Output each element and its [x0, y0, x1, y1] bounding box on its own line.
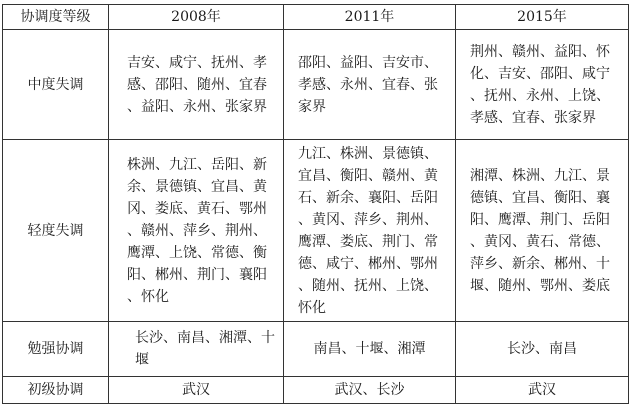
- cities-text: 邵阳、益阳、吉安市、孝感、永州、宜春、张家界: [298, 54, 438, 115]
- cities-text: 长沙、南昌、湘潭、十堰: [135, 330, 275, 368]
- cities-cell-2015: [456, 140, 629, 322]
- cities-cell-2008: [109, 377, 284, 404]
- level-cell: 中度失调: [3, 30, 109, 140]
- cities-cell-2011: [284, 377, 456, 404]
- cities-text: 武汉、长沙: [334, 382, 405, 398]
- header-2015: 2015年: [456, 5, 629, 30]
- cities-cell-2011: [284, 322, 456, 377]
- cities-text: 长沙、南昌: [507, 341, 577, 357]
- header-level: 协调度等级: [3, 5, 109, 30]
- cities-text: 荆州、赣州、益阳、怀化、吉安、邵阳、咸宁、抚州、永州、上饶、孝感、宜春、张家界: [470, 43, 610, 126]
- cities-cell-2011: [284, 30, 456, 140]
- level-cell: 轻度失调: [3, 140, 109, 322]
- table-row: [3, 140, 629, 322]
- cities-text: 吉安、咸宁、抚州、孝感、邵阳、随州、宜春、益阳、永州、张家界: [127, 54, 267, 115]
- cities-text: 武汉: [182, 382, 210, 398]
- cities-cell-2015: [456, 322, 629, 377]
- level-cell: 勉强协调: [3, 322, 109, 377]
- cities-cell-2008: [109, 140, 284, 322]
- cities-cell-2011: [284, 140, 456, 322]
- cities-text: 湘潭、株洲、九江、景德镇、宜昌、衡阳、襄阳、鹰潭、荆门、岳阳、黄冈、黄石、常德、萍乡、新余、郴州、十堰、随州、鄂州、娄底: [470, 167, 610, 294]
- table-row: [3, 30, 629, 140]
- cities-cell-2015: [456, 30, 629, 140]
- header-2011: 2011年: [284, 5, 456, 30]
- cities-cell-2008: [109, 30, 284, 140]
- coordination-table: [2, 4, 629, 404]
- header-2008: 2008年: [109, 5, 284, 30]
- table-row: [3, 322, 629, 377]
- table-row: [3, 377, 629, 404]
- level-cell: 初级协调: [3, 377, 109, 404]
- cities-cell-2015: [456, 377, 629, 404]
- cities-cell-2008: [109, 322, 284, 377]
- cities-text: 武汉: [528, 382, 556, 398]
- cities-text: 南昌、十堰、湘潭: [313, 341, 426, 357]
- cities-text: 株洲、九江、岳阳、新余、景德镇、宜昌、黄冈、娄底、黄石、鄂州、赣州、萍乡、荆州、鹰潭、上饶、常德、衡阳、郴州、荆门、襄阳、怀化: [127, 156, 267, 305]
- header-row: [3, 5, 629, 30]
- cities-text: 九江、株洲、景德镇、宜昌、衡阳、赣州、黄石、新余、襄阳、岳阳、黄冈、萍乡、荆州、鹰潭、娄底、荆门、常德、咸宁、郴州、鄂州、随州、抚州、上饶、怀化: [298, 145, 438, 316]
